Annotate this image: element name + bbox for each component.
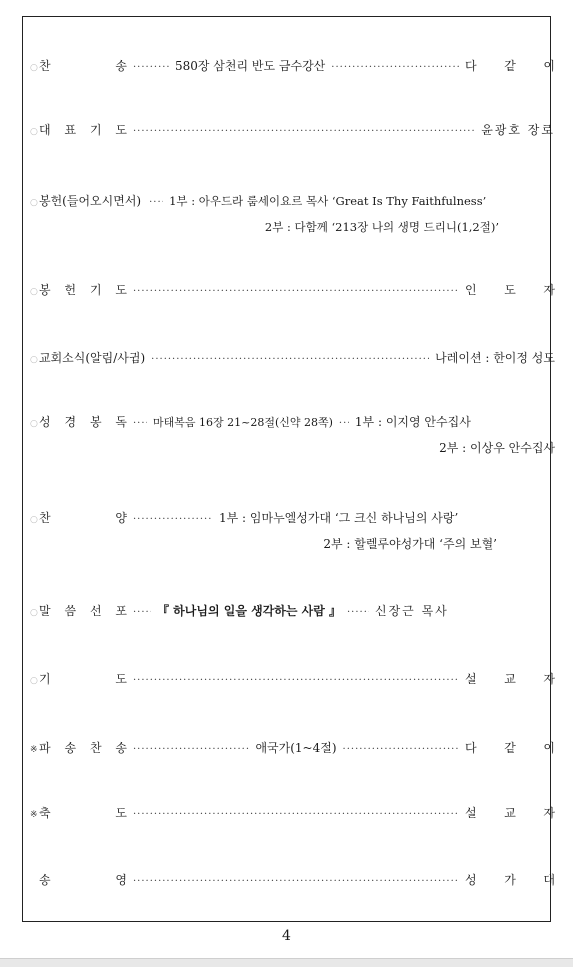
scripture-reader-2: 2부 : 이상우 안수집사 [439, 441, 555, 455]
row-leader: 1부 : 이지영 안수집사 [354, 415, 471, 429]
row-label: 송 영 [39, 873, 127, 887]
leader-dots [133, 284, 459, 300]
page-number: 4 [282, 928, 291, 944]
row-marker: ○ [30, 198, 38, 208]
leader-dots [133, 512, 213, 528]
order-row-choir-anthem [30, 510, 555, 552]
leader-dots [151, 352, 429, 368]
row-leader: 윤광호 장로 [481, 123, 555, 137]
order-row-offering [30, 193, 555, 235]
leader-dots [343, 742, 459, 758]
order-row-representative-prayer [30, 122, 555, 140]
row-marker: ○ [30, 287, 38, 297]
order-row-hymn [30, 58, 555, 76]
row-leader: 성 가 대 [465, 873, 555, 887]
row-label: 찬 양 [39, 511, 127, 525]
order-row-sending-hymn [30, 740, 555, 758]
leader-dots [133, 807, 459, 823]
order-row-doxology [30, 872, 555, 890]
row-leader: 인 도 자 [465, 283, 555, 297]
leader-dots [339, 416, 349, 432]
scripture-passage: 마태복음 16장 21~28절(신약 28쪽) [153, 416, 333, 429]
leader-dots [133, 605, 151, 621]
row-marker: ○ [30, 419, 38, 429]
row-label: 파 송 찬 송 [39, 741, 127, 755]
bulletin-frame [22, 16, 551, 922]
leader-dots [133, 416, 147, 432]
leader-dots [347, 605, 369, 621]
order-row-prayer [30, 671, 555, 689]
row-label: 기 도 [39, 672, 127, 686]
choir-part-1: 1부 : 임마누엘성가대 ‘그 크신 하나님의 사랑’ [219, 511, 459, 525]
row-label: 축 도 [39, 806, 127, 820]
row-marker: ○ [30, 676, 38, 686]
row-marker: ○ [30, 608, 38, 618]
order-row-sermon [30, 603, 555, 621]
leader-dots [331, 60, 459, 76]
row-leader: 나레이션 : 한이정 성도 [435, 351, 555, 365]
row-label: 대 표 기 도 [39, 123, 127, 137]
row-leader: 다 같 이 [465, 741, 555, 755]
hymn-title: 580장 삼천리 반도 금수강산 [175, 59, 326, 73]
row-marker: ○ [30, 355, 38, 365]
offering-part-2: 2부 : 다함께 ‘213장 나의 생명 드리니(1,2절)’ [264, 220, 499, 234]
row-label: 찬 송 [39, 59, 127, 73]
row-label: 말 씀 선 포 [39, 604, 127, 618]
leader-dots [149, 195, 163, 211]
row-leader: 설 교 자 [465, 672, 555, 686]
row-marker: ○ [30, 127, 38, 137]
row-leader: 설 교 자 [465, 806, 555, 820]
order-row-church-news [30, 350, 555, 368]
row-marker: ○ [30, 63, 38, 73]
row-label: 봉 헌 기 도 [39, 283, 127, 297]
row-label: 봉헌(들어오시면서) [39, 194, 142, 208]
offering-part-1: 1부 : 아우드라 룸세이요르 목사 ‘Great Is Thy Faithfulness’ [169, 194, 487, 208]
row-label: 교회소식(알림/사귐) [39, 351, 146, 365]
leader-dots [133, 60, 169, 76]
leader-dots [133, 742, 249, 758]
sermon-title: 『 하나님의 일을 생각하는 사람 』 [157, 604, 341, 618]
row-marker: ※ [30, 745, 38, 755]
order-row-scripture-reading [30, 414, 555, 456]
row-leader: 다 같 이 [465, 59, 555, 73]
row-label: 성 경 봉 독 [39, 415, 127, 429]
leader-dots [133, 874, 459, 890]
row-marker: ○ [30, 515, 38, 525]
sending-hymn-title: 애국가(1~4절) [255, 741, 337, 755]
row-leader: 신장근 목사 [375, 604, 449, 618]
row-marker: ※ [30, 810, 38, 820]
order-row-offering-prayer [30, 282, 555, 300]
leader-dots [133, 673, 459, 689]
leader-dots [133, 124, 475, 140]
order-row-benediction [30, 805, 555, 823]
choir-part-2: 2부 : 할렐루야성가대 ‘주의 보혈’ [323, 537, 497, 551]
